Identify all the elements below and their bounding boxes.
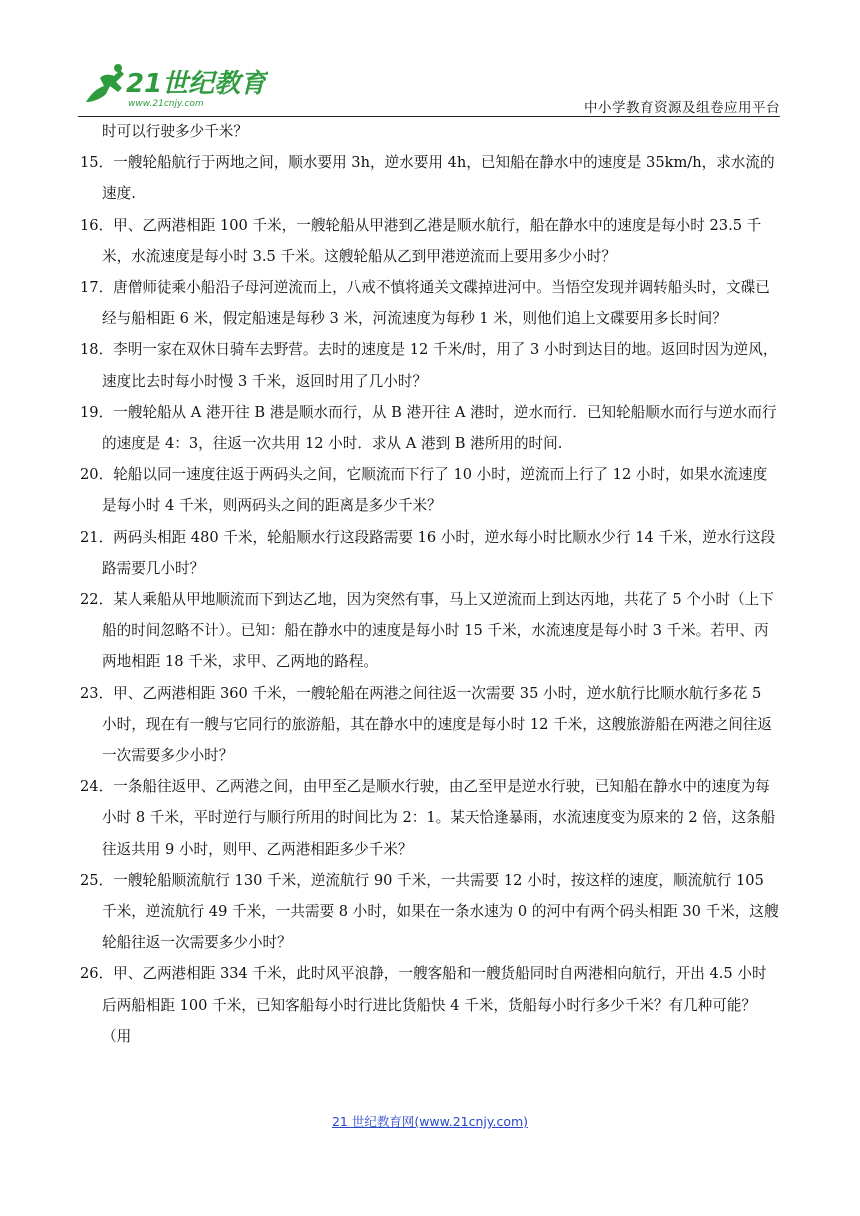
problem-item: [80, 522, 780, 584]
problem-text: 一艘轮船顺流航行 130 千米，逆流航行 90 千米，一共需要 12 小时，按这样的速度，顺流航行 105 千米，逆流航行 49 千米，一共需要 8 小时，如果在一条水速为 0 的河中有两个码头相距 30 千米，这艘轮船往返一次需要多少小时？: [102, 871, 779, 952]
problem-item: [80, 210, 780, 272]
problem-text: 甲、乙两港相距 360 千米，一艘轮船在两港之间往返一次需要 35 小时，逆水航行比顺水航行多花 5 小时，现在有一艘与它同行的旅游船，其在静水中的速度是每小时 12 千米，这艘旅游船在两港之间往返一次需要多少小时？: [102, 684, 772, 765]
problem-text: 轮船以同一速度往返于两码头之间，它顺流而下行了 10 小时，逆流而上行了 12 小时，如果水流速度是每小时 4 千米，则两码头之间的距离是多少千米？: [102, 466, 768, 515]
logo: [78, 62, 268, 110]
runner-icon: [86, 70, 124, 102]
problem-text: 一条船往返甲、乙两港之间，由甲至乙是顺水行驶，由乙至甲是逆水行驶，已知船在静水中的速度为每小时 8 千米，平时逆行与顺行所用的时间比为 2：1。某天恰逢暴雨，水流速度变为原来的 2 倍，这条船往返共用 9 小时，则甲、乙两港相距多少千米？: [102, 778, 776, 858]
problem-number: 20．: [80, 466, 114, 484]
page-header: [78, 62, 780, 118]
problem-list: [80, 116, 780, 1052]
problem-number: 26．: [80, 965, 114, 983]
problem-number: 17．: [80, 279, 114, 297]
problem-number: 24．: [80, 778, 114, 796]
problem-text: 甲、乙两港相距 334 千米，此时风平浪静，一艘客船和一艘货船同时自两港相向航行，开出 4.5 小时后两船相距 100 千米，已知客船每小时行进比货船快 4 千米，货船每小时行多少千米？有几种可能？（用: [102, 965, 767, 1045]
problem-item: [80, 865, 780, 959]
problem-number: 23．: [80, 684, 114, 702]
problem-text: 李明一家在双休日骑车去野营。去时的速度是 12 千米/时，用了 3 小时到达目的地。返回时因为逆风，速度比去时每小时慢 3 千米，返回时用了几小时？: [102, 341, 778, 390]
problem-text: 两码头相距 480 千米，轮船顺水行这段路需要 16 小时，逆水每小时比顺水少行 14 千米，逆水行这段路需要几小时？: [102, 528, 776, 577]
problem-number: 18．: [80, 341, 114, 359]
footer-link[interactable]: 21 世纪教育网(www.21cnjy.com): [331, 1114, 529, 1129]
problem-text: 唐僧师徒乘小船沿子母河逆流而上，八戒不慎将通关文碟掉进河中。当悟空发现并调转船头时，文碟已经与船相距 6 米，假定船速是每秒 3 米，河流速度为每秒 1 米，则他们追上文碟要用多长时间？: [102, 279, 770, 328]
problem-item: [80, 584, 780, 678]
problem-text: 一艘轮船航行于两地之间，顺水要用 3h，逆水要用 4h，已知船在静水中的速度是 35km/h，求水流的速度.: [102, 154, 775, 203]
problem-number: 19．: [80, 403, 114, 421]
problem-text: 某人乘船从甲地顺流而下到达乙地，因为突然有事，马上又逆流而上到达丙地，共花了 5 个小时（上下船的时间忽略不计）。已知：船在静水中的速度是每小时 15 千米，水流速度是每小时 3 千米。若甲、丙两地相距 18 千米，求甲、乙两地的路程。: [102, 591, 774, 671]
problem-item: [80, 678, 780, 772]
logo-url: www.21cnjy.com: [128, 99, 204, 109]
problem-number: 22．: [80, 591, 114, 609]
platform-title: 中小学教育资源及组卷应用平台: [584, 100, 780, 116]
problem-item: [80, 272, 780, 334]
problem-item: [80, 397, 780, 459]
logo-text: 21世纪教育: [126, 69, 267, 99]
problem-number: 16．: [80, 216, 114, 234]
problem-item: [80, 334, 780, 396]
problem-number: 25．: [80, 871, 114, 889]
problem-number: 15．: [80, 154, 114, 172]
problem-number: 21．: [80, 528, 114, 546]
problem-text: 一艘轮船从 A 港开往 B 港是顺水而行，从 B 港开往 A 港时，逆水而行．已知轮船顺水而行与逆水而行的速度是 4：3，往返一次共用 12 小时．求从 A 港到 B 港所用的时间.: [102, 403, 777, 453]
continuation-text: 时可以行驶多少千米？: [102, 123, 248, 140]
problem-item: [80, 958, 780, 1052]
problem-text: 甲、乙两港相距 100 千米，一艘轮船从甲港到乙港是顺水航行，船在静水中的速度是每小时 23.5 千米，水流速度是每小时 3.5 千米。这艘轮船从乙到甲港逆流而上要用多少小时？: [102, 216, 762, 265]
problem-item: [80, 147, 780, 209]
problem-item: [80, 771, 780, 865]
problem-item: [80, 459, 780, 521]
